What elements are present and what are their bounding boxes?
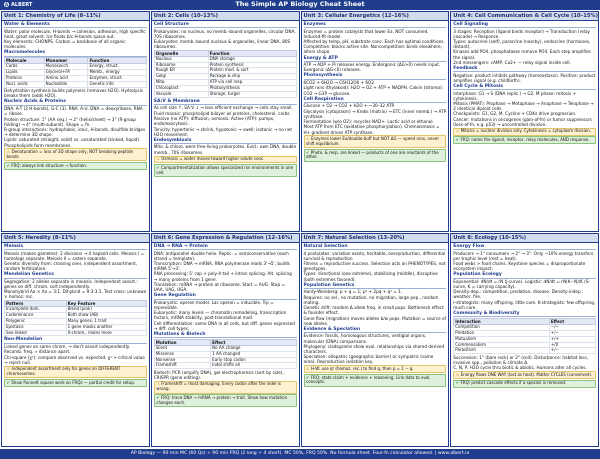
table-cell: Genetic info: [88, 81, 146, 87]
table-cell: Early stop codon: [211, 357, 296, 363]
section-heading: Nucleic Acids & Proteins: [4, 99, 147, 105]
page-title: The Simple AP Biology Cheat Sheet: [235, 0, 365, 8]
table-cell: Energy, struct.: [88, 64, 146, 70]
note-line: Genetic diversity from: crossing over, independent assortment, random fertilization.: [4, 260, 137, 272]
unit-body: [302, 243, 449, 446]
callout-text: Osmosis = water moves toward higher solute conc.: [161, 156, 265, 162]
unit-title: Unit 5: Heredity (8–11%): [2, 234, 149, 243]
header-bar: [0, 0, 600, 10]
warning-callout: [304, 365, 447, 373]
table-header-cell: Function: [208, 50, 296, 56]
table-cell: 1 AA changed: [211, 351, 296, 357]
note-line: Monohybrid Aa × Aa = 3:1. Dihybrid = 9:3:3:1. Test cross: unknown × homoz. rec.: [4, 289, 147, 300]
unit-title: Unit 3: Cellular Energetics (12–16%): [302, 12, 449, 21]
callout-text: Enzymes lower Ea/double-buff but NOT ΔG — speed rxns, never shift equilibrium.: [306, 135, 439, 146]
reference-table: [154, 50, 297, 98]
unit-body: [2, 243, 149, 446]
note-line: RNA processing: 5' cap + poly-A tail + intron splicing. Alt. splicing → many proteins from 1 gene.: [153, 271, 292, 282]
note-line: Density-dep.: competition, predation, disease. Density-indep.: weather, fire.: [453, 289, 584, 300]
unit-title: Unit 7: Natural Selection (13–20%): [302, 234, 449, 243]
note-line: Food webs > food chains. Keystone species = disproportionate ecosystem impact.: [453, 260, 586, 272]
logo-text: ALBERT: [11, 1, 33, 8]
table-cell: Codominance: [5, 312, 67, 318]
warning-callout: [154, 156, 297, 164]
unit-title: Unit 1: Chemistry of Life (8–11%): [2, 12, 149, 21]
callout-text: Frameshift = most damaging. Every codon after the indel is wrong.: [156, 381, 281, 392]
table-cell: Nucl. acids: [5, 81, 45, 87]
table-cell: Silent: [154, 345, 210, 351]
reference-table: [453, 318, 596, 354]
note-line: Mitosis (PMAT): Prophase → Metaphase → Anaphase → Telophase → 2 identical diploid cells.: [453, 100, 594, 112]
note-line: Types: autocrine (self), paracrine (nearby), endocrine (hormones, distant).: [453, 38, 591, 50]
section-heading: SA:V & Membrane: [154, 99, 297, 105]
note-line: Kinases add PO4, phosphatases remove PO4. Each step amplifies the signal.: [453, 49, 591, 60]
table-row: [154, 363, 296, 369]
table-cell: Indel shifts all: [211, 363, 296, 369]
warning-icon: ⚠: [6, 148, 12, 154]
section-heading: Gene Regulation: [154, 293, 297, 299]
callout-text: Independent assortment only for genes on DIFFERENT chromosomes.: [6, 366, 121, 376]
unit-card: [151, 233, 300, 447]
table-header-cell: Organelle: [154, 50, 208, 56]
table-cell: Enzymes, struct.: [88, 75, 146, 81]
unit-card: [450, 11, 599, 232]
warning-icon: ⚠: [156, 156, 162, 162]
tip-callout: [4, 379, 147, 387]
callout-text: Energy flows ONE WAY (lost as heat). Matter CYCLES (conserved).: [460, 371, 593, 377]
unit-card: [1, 11, 150, 232]
albert-logo-icon: A: [4, 2, 9, 8]
section-heading: Energy & ATP: [304, 56, 447, 62]
section-heading: Meiosis: [4, 244, 147, 250]
table-cell: ATP via cell resp.: [208, 80, 296, 86]
unit-title: Unit 6: Gene Expression & Regulation (12–16%): [152, 234, 299, 243]
table-cell: DNA storage: [208, 56, 296, 62]
table-header-cell: Pattern: [5, 301, 67, 307]
table-cell: +/−: [549, 348, 595, 354]
section-heading: Natural Selection: [304, 244, 447, 250]
section-heading: Cell Cycle & Mitosis: [453, 84, 596, 90]
section-heading: Mendelian Genetics: [4, 272, 147, 278]
table-cell: Commensalism: [454, 342, 550, 348]
table-cell: Blend (pink): [66, 307, 146, 313]
table-cell: Glycerol+FA: [44, 70, 88, 76]
warning-callout: [453, 371, 596, 379]
note-line: Competitive: blocks active site. Noncompetitive: binds elsewhere, alters shape.: [303, 44, 442, 55]
unit-body: [451, 243, 598, 446]
section-heading: Endosymbiosis: [154, 138, 297, 144]
callout-text: FRQ: name the ligand, receptor, relay molecules, AND response.: [460, 136, 590, 142]
callout-text: Show Punnett square work on FRQs — partial credit for setup.: [11, 379, 136, 385]
warning-icon: ⚠: [156, 381, 162, 387]
table-cell: Photosynthesis: [208, 86, 296, 92]
warning-icon: ⚠: [306, 365, 311, 371]
table-header-cell: Function: [88, 58, 146, 64]
note-line: Negative: product inhibits pathway (homeostasis). Positive: product amplifies signal (e.g. childbirth).: [453, 72, 596, 83]
table-header-cell: Interaction: [454, 318, 550, 324]
unit-body: [152, 21, 299, 231]
note-line: Gene flow (migration) moves alleles b/w pops. Mutation = source of new alleles.: [303, 315, 447, 326]
section-heading: Cell Structure: [154, 22, 297, 28]
table-cell: Mutualism: [454, 336, 550, 342]
table-cell: +/0: [549, 342, 595, 348]
section-heading: Mutations & Biotech: [154, 332, 297, 338]
check-icon: ✔: [156, 394, 161, 400]
note-line: Speciation: allopatric (geographic barrier) or sympatric (same area). Reproductive isolation key.: [303, 354, 434, 365]
note-line: Protein structure: 1° (AA seq.) → 2° (helix/sheet) → 3° (R-group folding) → 4° (multi-subunit). Shape = fn.: [4, 116, 136, 127]
tip-callout: [453, 136, 596, 144]
section-heading: Community & Biodiversity: [453, 311, 596, 317]
unit-card: [450, 233, 599, 447]
callout-text: FRQ: predict cascade effects if a species is removed.: [460, 380, 567, 386]
table-cell: Monosacch.: [44, 64, 88, 70]
note-line: Glucose + O2 → CO2 + H2O + ~30–32 ATP.: [303, 103, 395, 109]
unit-body: [302, 21, 449, 231]
check-icon: ✔: [156, 164, 161, 170]
note-line: Mito. & chloro. were free-living prokaryotes. Evid.: own DNA, double memb., 70S ribosomes.: [153, 144, 297, 155]
tip-callout: [154, 394, 297, 407]
table-cell: Memb., energy: [88, 70, 146, 76]
note-line: Fluid mosaic: phospholipid bilayer w/ proteins, cholesterol, carbs.: [153, 110, 291, 116]
table-row: [454, 348, 596, 354]
note-line: Interphase: G1 → S (DNA replic.) → G2. M phase: mitosis + cytokinesis.: [453, 90, 577, 101]
unit-card: [301, 11, 450, 232]
note-line: C, N, P, H2O cycle thru biotic & abiotic. Humans alter all cycles.: [453, 365, 587, 371]
note-line: Most ATP from ETC (oxidative phosphorylation). Chemiosmosis = H+ gradient drives ATP synthase.: [303, 124, 440, 135]
section-heading: Energy Flow: [453, 244, 596, 250]
note-line: Water: polar molecule, H-bonds → cohesion, adhesion, high specific heat, great solvent. Ice floats b/c H-bonds space out.: [4, 28, 146, 39]
note-line: Glycolysis (cytoplasm) → Krebs (matrix) → ETC (inner memb.) → ATP synthase.: [303, 108, 447, 119]
note-line: Cancer: mutations in oncogenes (gain-of-fn) or tumor suppressors (loss-of-fn, e.g. p53) → uncontrolled division.: [453, 116, 592, 127]
unit-card: [301, 233, 450, 447]
reference-table: [154, 339, 297, 369]
note-line: Eukaryotic: many levels — chromatin remodeling, transcription factors, mRNA stability, post-translational mod.: [153, 310, 287, 321]
tip-callout: [453, 380, 596, 388]
section-heading: DNA → RNA → Protein: [154, 244, 297, 250]
table-cell: Many genes, 1 trait: [66, 318, 146, 324]
table-cell: Storage, turgor: [208, 91, 296, 97]
note-line: 4 postulates: variation exists, heritable, overproduction, differential survival & reproduction.: [303, 250, 446, 261]
note-line: Fermentation (w/o O2): recycles NAD+. Lactic acid or ethanol.: [303, 119, 434, 125]
note-line: Translation: mRNA → protein at ribosome. Start = AUG. Stop = UAA, UAG, UGA.: [153, 281, 285, 292]
note-line: DNA: antiparallel double helix. Replic. = semiconservative (each strand = template).: [153, 250, 289, 261]
table-cell: Predation: [454, 330, 550, 336]
note-line: DNA: A-T (2 H-bonds), G-C (3). RNA: A-U. DNA = deoxyribose, RNA = ribose.: [4, 106, 143, 117]
unit-body: [451, 21, 598, 231]
check-icon: ✔: [306, 374, 311, 380]
note-line: Succession: 1° (bare rock) or 2° (soil). Disturbance: habitat loss, invasive spp., pollution & climate Δ.: [453, 354, 589, 365]
table-cell: +/+: [549, 336, 595, 342]
check-icon: ✔: [306, 149, 311, 155]
table-cell: −/−: [549, 324, 595, 330]
note-line: Affected by temp, pH, substrate conc. Each has optimal conditions.: [303, 38, 445, 44]
table-row: [5, 330, 147, 336]
note-line: Fitness = reproductive success. Selection acts on PHENOTYPES, not genotypes.: [303, 260, 446, 272]
table-cell: Protein mod. & sort: [208, 68, 296, 74]
footer-bar: AP Biology — 90 min MC (60 Qs) + 90 min FRQ (2 long + 4 short). MC 50%, FRQ 50%. No formula sheet. Four-fn calculator allowed. | www.albert.io: [0, 449, 600, 459]
table-cell: Missense: [154, 351, 210, 357]
table-cell: X-chrom., males more: [66, 330, 146, 336]
check-icon: ✔: [6, 162, 12, 168]
table-cell: Proteins: [5, 75, 45, 81]
check-icon: ✔: [6, 379, 12, 385]
note-line: Key elements: CHONPS. Carbon = backbone of all organic molecules.: [4, 38, 126, 50]
section-heading: Population Genetics: [304, 283, 447, 289]
unit-body: [2, 21, 149, 231]
table-cell: Amino acid: [44, 75, 88, 81]
table-cell: Golgi: [154, 74, 208, 80]
section-heading: Macromolecules: [4, 50, 147, 56]
note-line: Evidence: fossils, homologous structures, vestigial organs, molecular (DNA) comparisons.: [303, 333, 427, 344]
callout-text: Denaturation = loss of 3D shape only, NOT breaking peptide bonds.: [6, 148, 133, 159]
table-cell: Protein synthesis: [208, 62, 296, 68]
check-icon: ✔: [455, 380, 461, 386]
table-cell: +/−: [549, 330, 595, 336]
warning-callout: [154, 381, 297, 394]
warning-icon: ⚠: [455, 128, 461, 134]
table-header-cell: Mutation: [154, 339, 210, 345]
table-cell: Vacuole: [154, 91, 208, 97]
reference-table: [4, 57, 147, 87]
note-line: Biotech: PCR (amplify DNA), gel electrophoresis (sort by size), CRISPR (gene editing).: [153, 369, 284, 380]
table-cell: Polygenic: [5, 318, 67, 324]
table-cell: Epistasis: [5, 324, 67, 330]
table-cell: Ribosome: [154, 62, 208, 68]
tip-callout: [304, 374, 447, 387]
table-header-cell: Key Feature: [66, 301, 146, 307]
note-line: Enzymes = protein catalysts that lower Ea. NOT consumed. Induced-fit model.: [303, 28, 429, 39]
note-line: As cell size ↑, SA:V ↓ → less efficient exchange → cells stay small.: [153, 105, 293, 111]
check-icon: ✔: [455, 136, 461, 142]
callout-text: H-W: use q² (homoz. rec.) to find q, then p = 1 − q.: [310, 365, 414, 371]
section-heading: Water & Elements: [4, 22, 147, 28]
warning-icon: ⚠: [6, 366, 12, 372]
table-cell: Rough ER: [154, 68, 208, 74]
units-grid: [1, 11, 599, 448]
table-cell: Carbs: [5, 64, 45, 70]
note-line: Segregation: 2 alleles separate in meiosis. Independent assort.: genes on diff. chrom. sort independently.: [4, 278, 138, 289]
warning-icon: ⚠: [455, 371, 461, 377]
section-heading: Enzymes: [304, 22, 447, 28]
section-heading: Population Ecology: [453, 272, 596, 278]
unit-title: Unit 8: Ecology (10–15%): [451, 234, 598, 243]
unit-card: [1, 233, 150, 447]
note-line: Tonicity: hypertonic → shrink, hypotonic → swell; isotonic → no net H2O movement.: [153, 126, 292, 137]
tip-callout: [4, 162, 147, 170]
note-line: Dehydration synthesis builds polymers (removes H2O). Hydrolysis breaks them (adds H2O).: [4, 88, 143, 99]
note-line: Lipids: saturated (straight, solid) vs. unsaturated (kinked, liquid). Phospholipids form membranes.: [4, 137, 141, 148]
table-cell: Frameshift: [154, 363, 210, 369]
table-cell: Lipids: [5, 70, 45, 76]
table-cell: Nucleotide: [44, 81, 88, 87]
table-cell: No AA change: [211, 345, 296, 351]
table-cell: Mito.: [154, 80, 208, 86]
table-header-cell: Effect: [211, 339, 296, 345]
note-line: Hardy-Weinberg: p + q = 1; p² + 2pq + q² = 1.: [303, 289, 403, 295]
table-row: [154, 91, 296, 97]
note-line: Chi-square (χ²): compare observed vs. expected. χ² > critical value → reject null.: [4, 354, 145, 365]
reference-table: [4, 300, 147, 336]
note-line: R-group interactions: hydrophobic, ionic, H-bonds, disulfide bridges → determine 3D shape.: [4, 126, 146, 138]
section-heading: Cell Signaling: [453, 22, 596, 28]
note-line: Prokaryotic: operon model. Lac operon = inducible. Trp = repressible.: [153, 299, 274, 310]
unit-title: Unit 2: Cells (10–13%): [152, 12, 299, 21]
note-line: 6CO2 + 6H2O → C6H12O6 + 6O2: [303, 80, 374, 86]
unit-body: [152, 243, 299, 446]
note-line: Phylogeny: cladograms show evol. relationships via shared derived characters.: [303, 343, 445, 354]
section-heading: Non-Mendelian: [4, 337, 147, 343]
unit-card: [151, 11, 300, 232]
callout-text: Mitosis = nuclear division only. Cytokinesis = cytoplasm division.: [460, 128, 591, 134]
table-cell: Incomplete dom.: [5, 307, 67, 313]
note-line: Prokaryotes: no nucleus, no memb.-bound organelles, circular DNA, 70S ribosomes.: [153, 28, 296, 39]
section-heading: Evidence & Speciation: [304, 327, 447, 333]
note-line: Linked genes on same chrom. → don't assort independently. Recomb. freq. ∝ distance apart.: [4, 344, 131, 355]
unit-title: Unit 4: Cell Communication & Cell Cycle (10–15%): [451, 12, 598, 21]
table-cell: Package & ship: [208, 74, 296, 80]
table-cell: 1 gene masks another: [66, 324, 146, 330]
callout-text: FRQ: trace DNA → mRNA → protein → trait. Show how mutation changes each.: [156, 394, 288, 405]
tip-callout: [304, 149, 447, 162]
table-cell: Both show (AB): [66, 312, 146, 318]
note-line: Genetic drift: random Δ allele freq. in small pops. Bottleneck effect & founder effect.: [303, 305, 444, 316]
note-line: Light rxns (thylakoid): H2O → O2 + ATP + NADPH. Calvin (stroma): CO2 → G3P → glucose.: [303, 85, 444, 96]
note-line: ATP → ADP + Pi releases energy. Endergonic (ΔG>0) needs input. Exergonic (ΔG<0) releases.: [303, 62, 441, 73]
note-line: Requires: no sel., no mutation, no migration, large pop., random mating.: [303, 294, 439, 305]
table-header-cell: Monomer: [44, 58, 88, 64]
section-heading: Feedback: [453, 66, 596, 72]
table-cell: Chloroplast: [154, 86, 208, 92]
table-cell: Competition: [454, 324, 550, 330]
table-header-cell: Molecule: [5, 58, 45, 64]
note-line: Types: directional (one extreme), stabilizing (middle), disruptive (both extremes favored).: [303, 271, 438, 282]
table-row: [5, 81, 147, 87]
table-cell: Sex-linked: [5, 330, 67, 336]
note-line: Eukaryotes: memb.-bound nucleus & organelles, linear DNA, 80S ribosomes.: [153, 38, 291, 50]
note-line: Exponential: dN/dt = rN (J-curve). Logistic: dN/dt = rN(K−N)/K (S-curve, K = carrying capacity).: [453, 278, 591, 289]
table-cell: Nucleus: [154, 56, 208, 62]
callout-text: Photo. & resp. are linked — products of one are reactants of the other.: [306, 149, 439, 160]
note-line: r-strategists: many offspring, little care. K-strategists: few offspring, much care.: [453, 299, 596, 310]
warning-callout: [4, 366, 147, 379]
note-line: Checkpoints: G1, G2, M. Cyclins + CDKs drive progression.: [453, 111, 577, 117]
note-line: 2nd messengers: cAMP, Ca2+ — relay signal inside cell.: [453, 59, 571, 65]
callout-text: Compartmentalization allows specialized rxn environments in one cell.: [156, 164, 294, 175]
warning-callout: [453, 128, 596, 136]
callout-text: FRQ: state claim + evidence + reasoning. Link data to evol. concepts.: [306, 374, 431, 385]
table-cell: Parasitism: [454, 348, 550, 354]
warning-callout: [4, 148, 147, 161]
note-line: 3 stages: Reception (ligand binds receptor) → Transduction (relay cascade) → Response.: [453, 28, 591, 39]
note-line: Producers → 1° consumers → 2° → 3°. Only ~10% energy transfers per trophic level (rest = heat).: [453, 250, 594, 261]
warning-callout: [304, 135, 447, 148]
section-heading: Cell Respiration: [304, 97, 447, 103]
callout-text: FRQ: always link structure → function.: [11, 162, 88, 168]
note-line: Cell differentiation: same DNA in all cells, but diff. genes expressed → diff. cell types.: [153, 320, 295, 331]
tip-callout: [154, 164, 297, 177]
section-heading: Photosynthesis: [304, 73, 447, 79]
warning-icon: ⚠: [306, 135, 311, 141]
note-line: Passive (no ATP): diffusion, osmosis. Active (ATP): pumps, endo/exocytosis.: [153, 116, 275, 127]
table-cell: Nonsense: [154, 357, 210, 363]
note-line: Transcription: DNA → mRNA, RNA polymerase reads 3'→5', builds mRNA 5'→3'.: [153, 260, 290, 272]
note-line: Meiosis (makes gametes): 2 divisions → 4 haploid cells. Meiosis I = homologs separate. Meiosis II = sisters separate.: [4, 250, 145, 261]
table-header-cell: Effect: [549, 318, 595, 324]
